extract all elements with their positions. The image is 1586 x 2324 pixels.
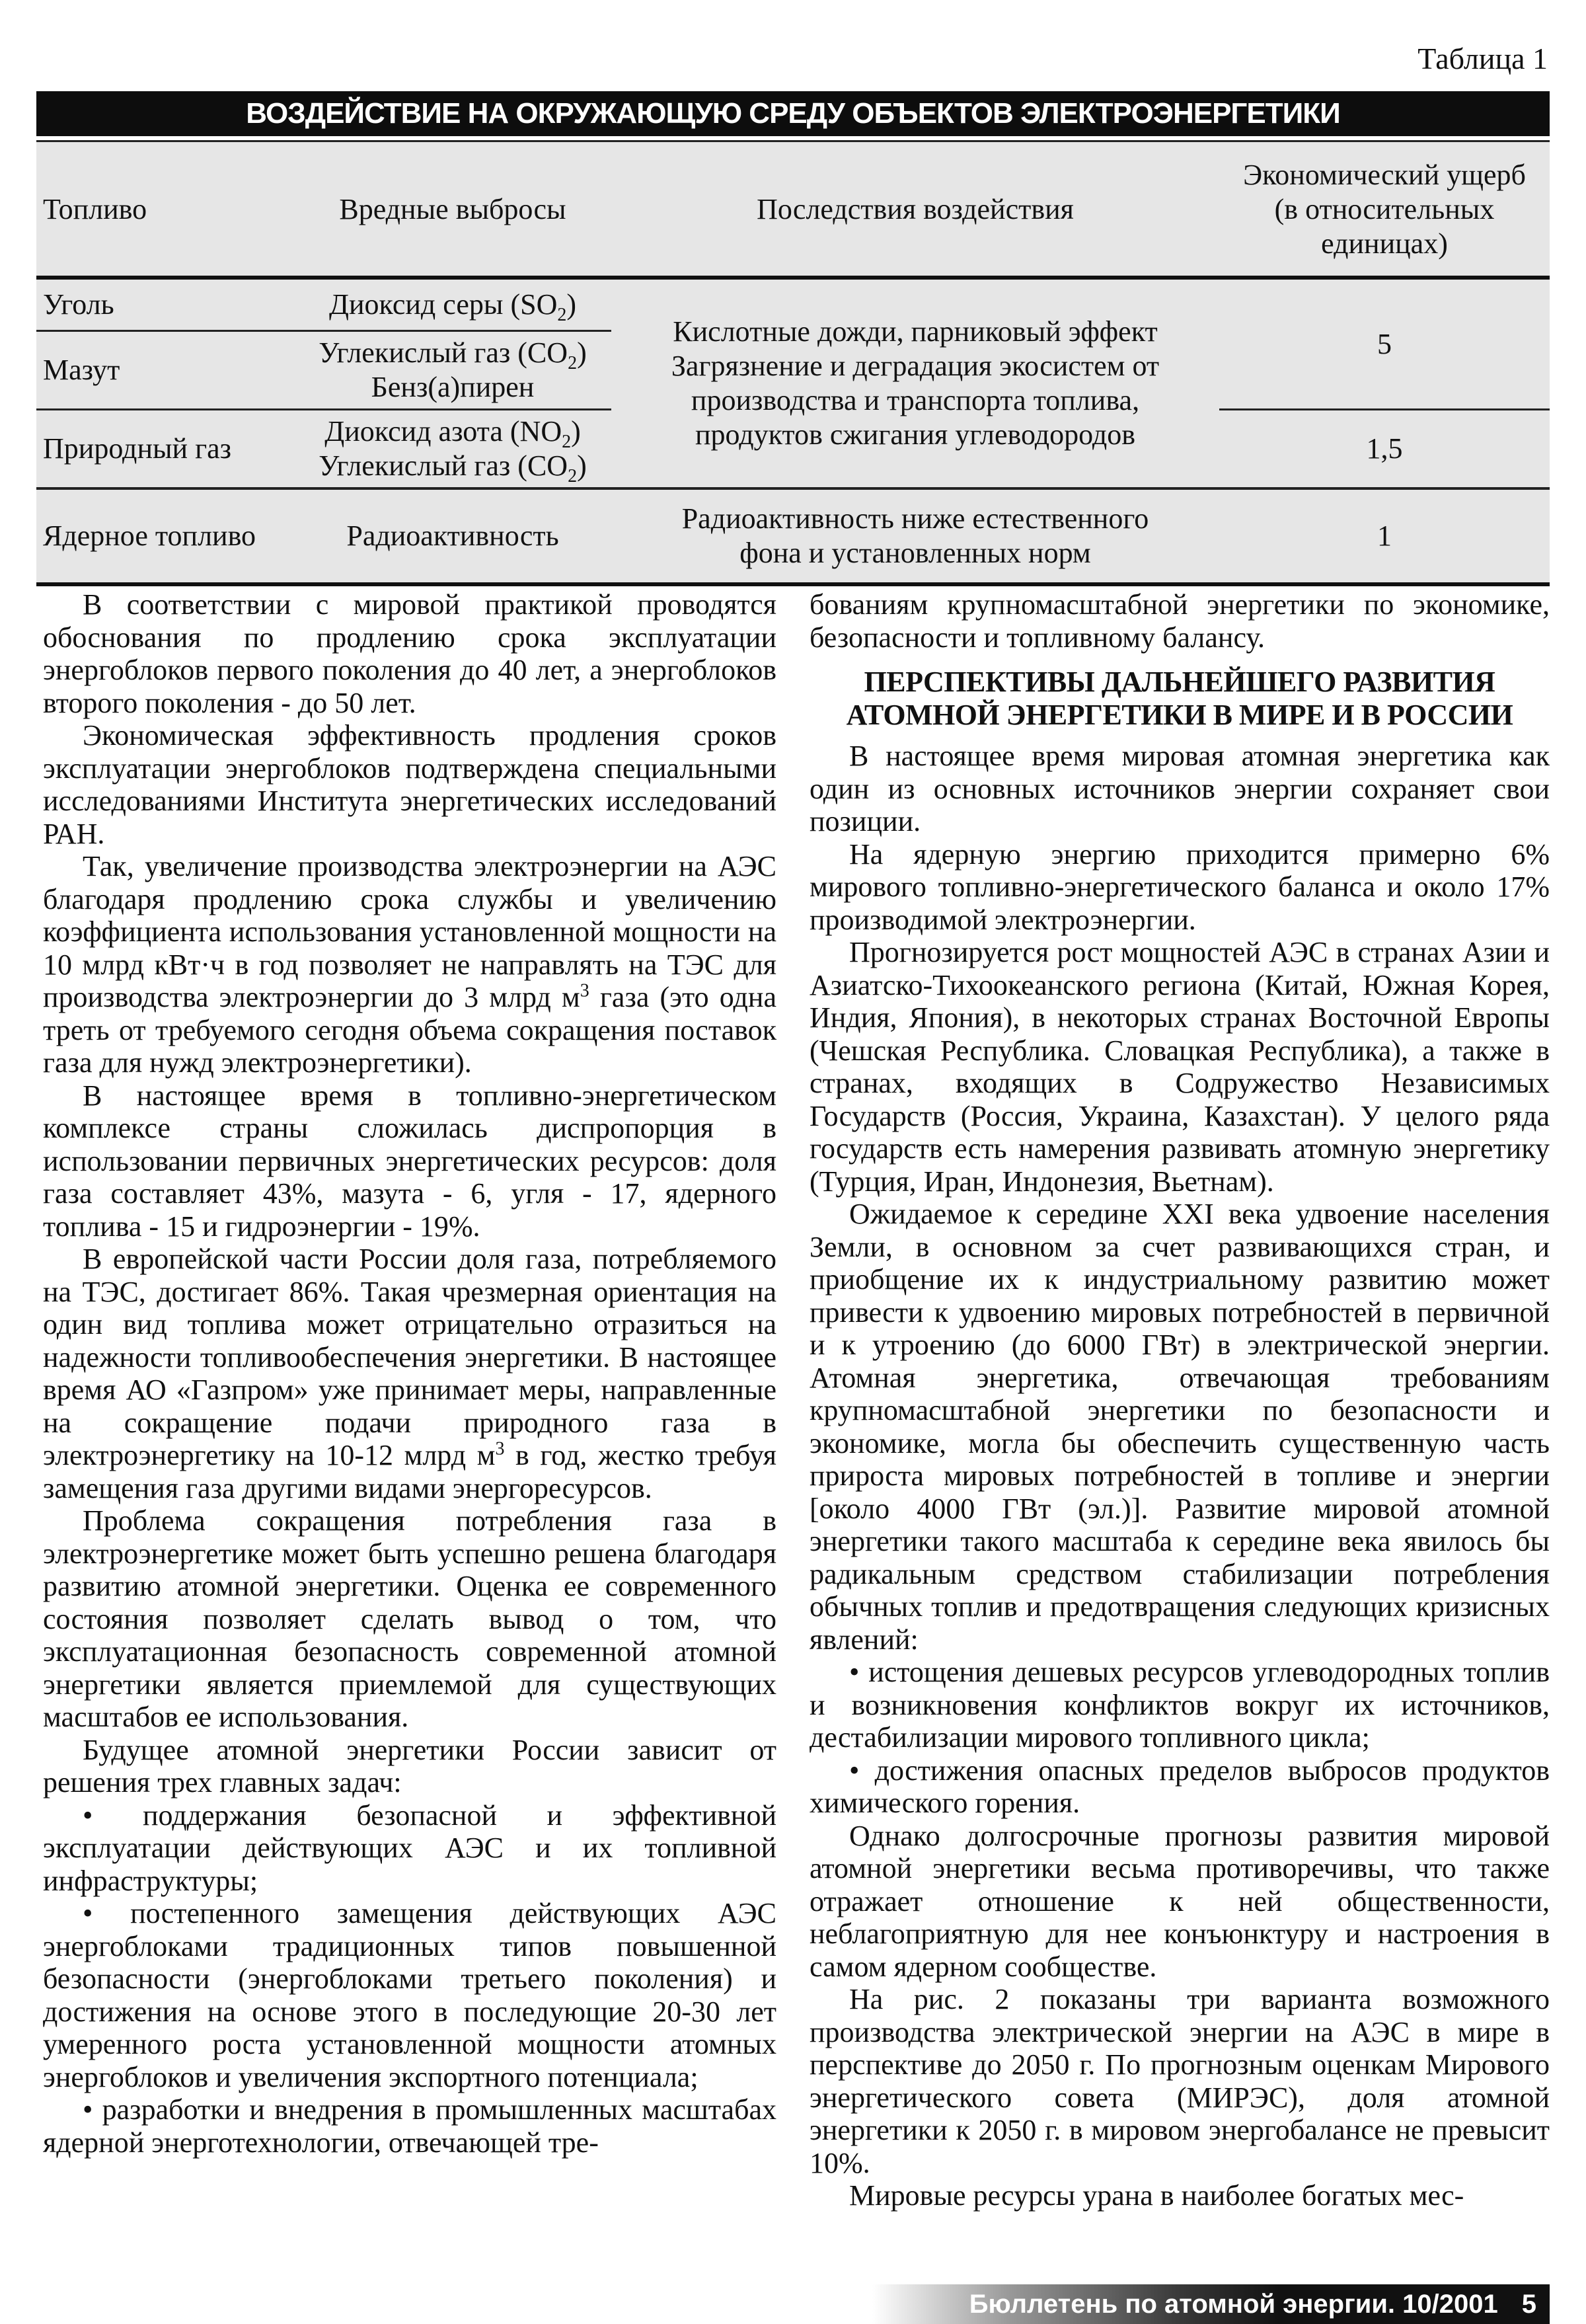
damage-cell-gas: 1,5 — [1366, 432, 1403, 465]
emissions-cell: Диоксид азота $(NO_2)$ Углекислый газ $(CO_2)$ — [319, 415, 587, 486]
page-number: 5 — [1521, 2290, 1536, 2319]
fuel-cell: Природный газ — [43, 432, 232, 465]
table-title: ВОЗДЕЙСТВИЕ НА ОКРУЖАЮЩУЮ СРЕДУ ОБЪЕКТОВ ЭЛЕКТРОЭНЕРГЕТИКИ — [36, 91, 1550, 136]
header-economic-damage — [1219, 142, 1550, 278]
table-row-coal — [36, 278, 1550, 331]
paragraph: Ожидаемое к середине XXI века удвоение населения Земли, в основном за счет развивающихся стран, и приобщение их к индустриальному развитию может привести к удвоению мировых потребностей в первичной и к утроению (до 6000 ГВт) в электрической энергии. Атомная энергетика, отвечающая требованиям крупномасштабной энергетики по безопасности и экономике, могла бы обеспечить существенную часть прироста мировых потребностей в топливе и энергии [около 4000 ГВт (эл.)]. Развитие мировой атомной энергетики такого масштаба к середине века явилось бы радикальным средством стабилизации потребления обычных топлив и предотвращения следующих кризисных явлений: — [810, 1198, 1550, 1656]
right-text-column — [810, 588, 1550, 2212]
header-fuel: Топливо — [43, 193, 147, 225]
paragraph: Будущее атомной энергетики России зависит от решения трех главных задач: — [43, 1733, 776, 1799]
consequence-line: продуктов сжигания углеводородов — [695, 418, 1136, 451]
bullet-item: • разработки и внедрения в промышленных масштабах ядерной энерготехнологии, отвечающей тре- — [43, 2093, 776, 2159]
header-damage-line3: единицах) — [1321, 227, 1448, 260]
environmental-impact-table — [36, 140, 1550, 586]
fuel-cell: Ядерное топливо — [43, 520, 256, 552]
nuclear-consequences-cell: Радиоактивность ниже естественного фона и установленных норм — [681, 502, 1149, 569]
table-caption: Таблица 1 — [1417, 42, 1548, 75]
paragraph: Мировые ресурсы урана в наиболее богатых мес- — [849, 2179, 1464, 2212]
bullet-item: • постепенного замещения действующих АЭС энергоблоками традиционных типов повышенной безопасности (энергоблоками третьего поколения) и достижения на основе этого в последующие 20-30 лет умеренного роста установленной мощности атомных энергоблоков и увеличения экспортного потенциала; — [43, 1897, 776, 2093]
paragraph: Прогнозируется рост мощностей АЭС в странах Азии и Азиатско-Тихоокеанского региона (Китай, Южная Корея, Индия, Япония), в некоторых странах Восточной Европы (Чешская Республика. Словацкая Республика), а также в странах, входящих в Содружество Независимых Государств (Россия, Украина, Казахстан). У целого ряда государств есть намерения развивать атомную энергетику (Турция, Иран, Индонезия, Вьетнам). — [810, 936, 1550, 1198]
paragraph: В настоящее время в топливно-энергетическом комплексе страны сложилась диспропорция в использовании первичных энергетических ресурсов: доля газа составляет 43%, мазута - 6, угля - 17, ядерного топлива - 15 и гидроэнергии - 19%. — [43, 1079, 776, 1243]
emissions-cell: Углекислый газ $(CO_2)$ Бенз(а)пирен — [294, 331, 611, 410]
emissions-cell: Диоксид серы $(SO_2)$ — [294, 278, 611, 331]
consequence-line: производства и транспорта топлива, — [691, 384, 1140, 416]
header-emissions: Вредные выбросы — [339, 193, 566, 225]
header-damage-line2: (в относительных — [1274, 193, 1495, 225]
paragraph: В соответствии с мировой практикой проводятся обоснования по продлению срока эксплуатации энергоблоков первого поколения до 40 лет, а энергоблоков второго поколения - до 50 лет. — [43, 588, 776, 719]
damage-cell-coal-oil: 5 — [1219, 278, 1550, 410]
emissions-cell: Радиоактивность — [346, 520, 559, 552]
fuel-cell: Мазут — [36, 331, 294, 410]
journal-title: Бюллетень по атомной энергии. 10/2001 — [969, 2290, 1498, 2319]
damage-cell-nuclear: 1 — [1377, 520, 1392, 552]
left-text-column — [43, 588, 776, 2159]
consequence-line: Загрязнение и деградация экосистем от — [671, 350, 1160, 382]
paragraph: Экономическая эффективность продления сроков эксплуатации энергоблоков подтверждена специальными исследованиями Института энергетических исследований РАН. — [43, 719, 776, 850]
fossil-consequences-cell — [611, 278, 1219, 488]
paragraph: Проблема сокращения потребления газа в электроэнергетике может быть успешно решена благодаря развитию атомной энергетики. Оценка ее современного состояния позволяет сделать вывод о том, что эксплуатационная безопасность современной атомной энергетики является приемлемой для существующих масштабов ее использования. — [43, 1504, 776, 1733]
fuel-cell: Уголь — [36, 278, 294, 331]
table-row-nuclear — [36, 488, 1550, 584]
paragraph: В европейской части России доля газа, потребляемого на ТЭС, достигает 86%. Такая чрезмерная ориентация на один вид топлива может отрицательно отразиться на надежности топливообеспечения энергетики. В настоящее время АО «Газпром» уже принимает меры, направленные на сокращение подачи природного газа в электроэнергетику на 10-12 млрд $м^3$ в год, жестко требуя замещения газа другими видами энергоресурсов. — [43, 1243, 776, 1504]
paragraph: В настоящее время мировая атомная энергетика как один из основных источников энергии сохраняет свои позиции. — [810, 740, 1550, 837]
bullet-item: • достижения опасных пределов выбросов продуктов химического горения. — [810, 1754, 1550, 1819]
header-consequences: Последствия воздействия — [757, 193, 1074, 225]
bullet-item: • истощения дешевых ресурсов углеводородных топлив и возникновения конфликтов вокруг их источников, дестабилизации мирового топливного цикла; — [810, 1656, 1550, 1754]
consequence-line: Кислотные дожди, парниковый эффект — [673, 315, 1158, 348]
paragraph: Однако долгосрочные прогнозы развития мировой атомной энергетики весьма противоречивы, что также отражает отношение к ней общественности, неблагоприятную для нее конъюнктуру и настроения в самом ядерном сообществе. — [810, 1819, 1550, 1983]
header-damage-line1: Экономический ущерб — [1243, 159, 1526, 191]
bullet-item: • поддержания безопасной и эффективной эксплуатации действующих АЭС и их топливной инфраструктуры; — [43, 1799, 776, 1897]
paragraph: бованиям крупномасштабной энергетики по экономике, безопасности и топливному балансу. — [810, 588, 1550, 654]
paragraph: На рис. 2 показаны три варианта возможного производства электрической энергии на АЭС в мире в перспективе до 2050 г. По прогнозным оценкам Мирового энергетического совета (МИРЭС), доля атомной энергетики к 2050 г. в мировом энергобалансе не превысит 10%. — [810, 1983, 1550, 2179]
journal-footer — [872, 2284, 1550, 2324]
table-header-row — [36, 142, 1550, 278]
section-heading: ПЕРСПЕКТИВЫ ДАЛЬНЕЙШЕГО РАЗВИТИЯ АТОМНОЙ ЭНЕРГЕТИКИ В МИРЕ И В РОССИИ — [846, 666, 1513, 731]
paragraph: На ядерную энергию приходится примерно 6% мирового топливно-энергетического баланса и около 17% производимой электроэнергии. — [810, 837, 1550, 936]
paragraph: Так, увеличение производства электроэнергии на АЭС благодаря продлению срока службы и увеличению коэффициента использования установленной мощности на 10 млрд кВт·ч в год позволяет не направлять на ТЭС для производства электроэнергии до 3 млрд $м^3$ газа (это одна треть от требуемого сегодня объема сокращения поставок газа для нужд электроэнергетики). — [43, 850, 776, 1079]
